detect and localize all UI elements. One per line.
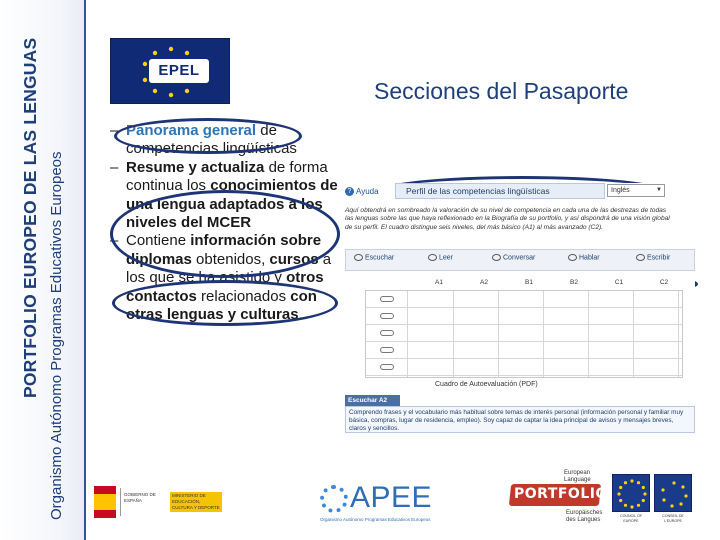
level-label: C1	[614, 279, 624, 286]
help-icon: ?	[345, 187, 354, 196]
bullet-text: .	[298, 306, 303, 324]
apee-ring-icon	[320, 485, 348, 513]
help-link[interactable]	[345, 187, 379, 196]
bullet-dash: –	[110, 122, 119, 139]
level-label: A2	[480, 279, 488, 286]
level-label: B1	[525, 279, 533, 286]
bullet-strong: otros contactos	[126, 269, 324, 305]
skill-label: Escuchar	[365, 254, 395, 262]
level-label: C2	[659, 279, 669, 286]
bullet-text: obtenidos,	[191, 250, 270, 268]
bullet-strong: información sobre diplomas	[126, 232, 322, 268]
eye-icon	[428, 254, 437, 261]
skill-label: Conversar	[503, 254, 536, 262]
bullet-dash: –	[110, 158, 119, 176]
bullet-strong: conocimientos de una lengua adaptados a los niveles del MCER	[126, 177, 338, 232]
level-label: A1	[435, 279, 443, 286]
slide-title: Secciones del Pasaporte	[374, 78, 629, 104]
banner-subtitle: Organismo Autónomo Programas Educativos Europeos	[48, 151, 65, 520]
pen-icon	[636, 254, 645, 261]
coe-left-text: COUNCIL OF EUROPE	[619, 514, 643, 523]
bullet-strong: Resume y actualiza	[126, 158, 265, 176]
gob-ministry-text: GOBIERNO DE ESPAÑA	[124, 492, 156, 503]
logo-divider	[120, 488, 121, 516]
banner-title: PORTFOLIO EUROPEO DE LAS LENGUAS	[20, 37, 40, 398]
chat-icon	[492, 254, 501, 261]
bullet-highlight: Panorama general	[126, 122, 257, 139]
level-label: B2	[570, 279, 578, 286]
bullet-item	[110, 232, 340, 324]
skill-label: Hablar	[579, 254, 600, 262]
portfolio-app-panel	[345, 183, 695, 445]
coe-right-text: CONSEIL DE L'EUROPE	[662, 514, 684, 523]
skill-hablar[interactable]	[568, 254, 600, 261]
gob-dept-text: MINISTERIO DE EDUCACIÓN, CULTURA Y DEPORTE	[170, 492, 222, 512]
eu-stars-icon	[612, 474, 650, 512]
banner-divider	[84, 0, 86, 540]
apee-logo	[320, 481, 446, 525]
skills-bar	[345, 249, 695, 271]
bullet-strong: lenguas y culturas	[166, 306, 299, 324]
bullet-strong: cursos	[269, 250, 319, 268]
eye-icon	[380, 313, 394, 319]
pdf-link[interactable]: Cuadro de Autoevaluación (PDF)	[435, 381, 538, 388]
portfolio-logo	[508, 470, 608, 530]
portfolio-bottom-text: Europäisches des Langues	[566, 510, 603, 523]
coe-emblem-icon	[654, 474, 692, 512]
language-value: Inglés	[611, 187, 630, 194]
bullet-item	[110, 159, 340, 233]
bullet-text: relacionados	[196, 287, 291, 305]
ear-icon	[380, 296, 394, 302]
profile-title-bar: Perfil de las competencias lingüísticas	[395, 183, 605, 199]
bullet-text: Contiene	[126, 232, 191, 250]
bullet-text: de competencias lingüísticas	[126, 122, 297, 158]
ear-icon	[354, 254, 363, 261]
epel-logo	[110, 38, 230, 104]
chat-icon	[380, 330, 394, 336]
chevron-down-icon: ▼	[656, 187, 662, 193]
bullet-list	[110, 122, 340, 324]
level-header-row	[420, 277, 688, 288]
bullet-text: a los que se ha asistido y	[126, 250, 332, 287]
pen-icon	[380, 364, 394, 370]
panel-description: Aquí obtendrá en sombreado la valoración de su nivel de competencia en cada una de las destrezas de todas las lenguas sobre las que haya reflexionado en la Biografía de su portfolio, y así dispondrá de una visión global de su perfil. El cuadro distingue seis niveles, del más básico (A1) al más avanzado (C2).	[345, 207, 670, 231]
apee-subtitle: Organismo Autónomo Programas Educativos Europeos	[320, 517, 431, 522]
gobierno-logo	[94, 486, 224, 518]
bullet-item	[110, 122, 340, 159]
level-box-text: Comprendo frases y el vocabulario más habitual sobre temas de interés personal (información personal y familiar muy básica, compras, lugar de residencia, empleo). Soy capaz de captar la idea principal de avisos y mensajes breves, claros y sencillos.	[345, 406, 695, 433]
skill-escuchar[interactable]	[354, 254, 394, 261]
side-banner	[0, 0, 84, 540]
level-box-header: Escuchar A2	[345, 395, 400, 406]
bullet-strong: con otras	[126, 287, 317, 324]
language-select[interactable]	[607, 184, 665, 197]
council-of-europe-logo	[612, 474, 692, 524]
self-assessment-grid	[365, 290, 683, 378]
spain-shield-icon	[94, 486, 116, 518]
skill-conversar[interactable]	[492, 254, 535, 261]
help-label: Ayuda	[356, 187, 379, 196]
epel-logo-text: EPEL	[149, 59, 209, 83]
skill-label: Leer	[439, 254, 454, 262]
portfolio-top-text: European Language	[564, 470, 591, 483]
skill-escribir[interactable]	[636, 254, 670, 261]
skill-leer[interactable]	[428, 254, 453, 261]
bullet-dash: –	[110, 232, 119, 250]
bullet-text: de forma continua los	[126, 158, 328, 195]
skill-label: Escribir	[647, 254, 671, 262]
apee-logo-text: APEE	[350, 481, 433, 514]
speak-icon	[380, 347, 394, 353]
portfolio-word: PORTFOLIO	[514, 486, 608, 502]
speak-icon	[568, 254, 577, 261]
